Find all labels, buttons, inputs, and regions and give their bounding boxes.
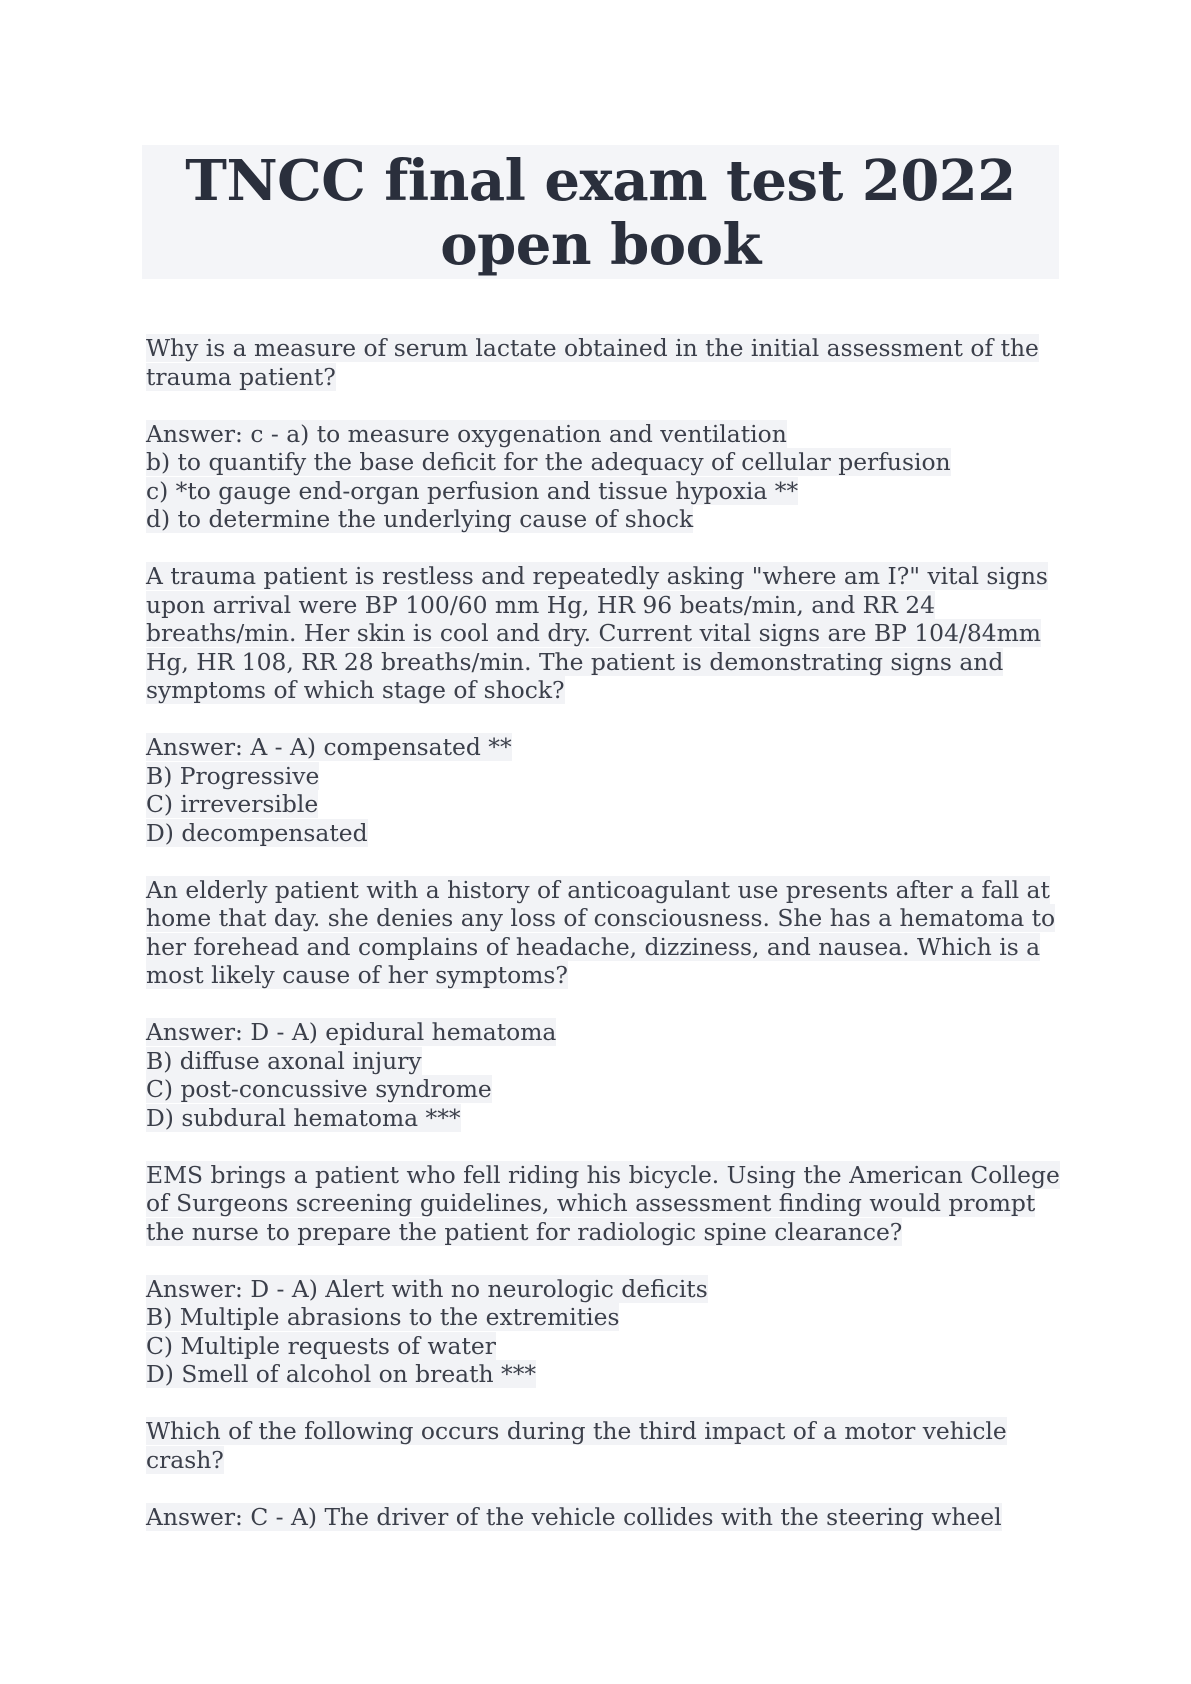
title-line-1: TNCC final exam test 2022 [185,148,1016,214]
answer-block [146,733,1066,847]
question-line: A trauma patient is restless and repeatedly asking "where am I?" vital signs [146,562,1048,590]
answer-option: C) Multiple requests of water [146,1331,496,1360]
title-line-2: open book [440,212,761,278]
answer-option: C) post-concussive syndrome [146,1075,492,1103]
question-line: Which of the following occurs during the third impact of a motor vehicle [146,1417,1007,1445]
question-line: of Surgeons screening guidelines, which assessment finding would prompt [146,1189,1036,1217]
question-line: An elderly patient with a history of anticoagulant use presents after a fall at [146,875,1050,904]
answer-line: Answer: c - a) to measure oxygenation and ventilation [146,419,787,448]
answer-option: B) Multiple abrasions to the extremities [146,1303,620,1331]
question-text [146,562,1066,705]
answer-option: B) Progressive [146,761,320,790]
question-list [146,334,1066,1560]
answer-option: b) to quantify the base deficit for the adequacy of cellular perfusion [146,448,951,476]
question-line: trauma patient? [146,362,336,391]
answer-line: Answer: C - A) The driver of the vehicle collides with the steering wheel [146,1502,1002,1531]
question-text [146,1417,1066,1474]
answer-option: D) decompensated [146,818,368,847]
question-text [146,876,1066,990]
question-line: breaths/min. Her skin is cool and dry. Current vital signs are BP 104/84mm [146,619,1041,647]
question-line: crash? [146,1445,224,1474]
answer-line: Answer: D - A) Alert with no neurologic deficits [146,1274,708,1303]
answer-block [146,420,1066,534]
answer-block [146,1275,1066,1389]
question-line: EMS brings a patient who fell riding his bicycle. Using the American College [146,1160,1060,1189]
question-text [146,334,1066,391]
question-line: Why is a measure of serum lactate obtained in the initial assessment of the [146,334,1039,362]
question-line: Hg, HR 108, RR 28 breaths/min. The patient is demonstrating signs and [146,647,1004,676]
answer-option: C) irreversible [146,790,319,818]
answer-option: D) subdural hematoma *** [146,1103,461,1132]
question-line: upon arrival were BP 100/60 mm Hg, HR 96 beats/min, and RR 24 [146,590,936,619]
question-line: home that day. she denies any loss of consciousness. She has a hematoma to [146,904,1056,932]
question-line: symptoms of which stage of shock? [146,676,565,704]
answer-option: D) Smell of alcohol on breath *** [146,1360,537,1388]
document-title [142,145,1059,279]
answer-option: c) *to gauge end-organ perfusion and tissue hypoxia ** [146,476,799,505]
question-text [146,1161,1066,1247]
answer-option: B) diffuse axonal injury [146,1046,422,1075]
question-line: her forehead and complains of headache, dizziness, and nausea. Which is a [146,932,1041,961]
answer-block [146,1018,1066,1132]
answer-option: d) to determine the underlying cause of shock [146,505,694,533]
question-line: most likely cause of her symptoms? [146,961,568,989]
question-line: the nurse to prepare the patient for radiologic spine clearance? [146,1217,903,1246]
answer-line: Answer: D - A) epidural hematoma [146,1018,557,1046]
answer-line: Answer: A - A) compensated ** [146,733,512,761]
answer-block [146,1503,1066,1532]
